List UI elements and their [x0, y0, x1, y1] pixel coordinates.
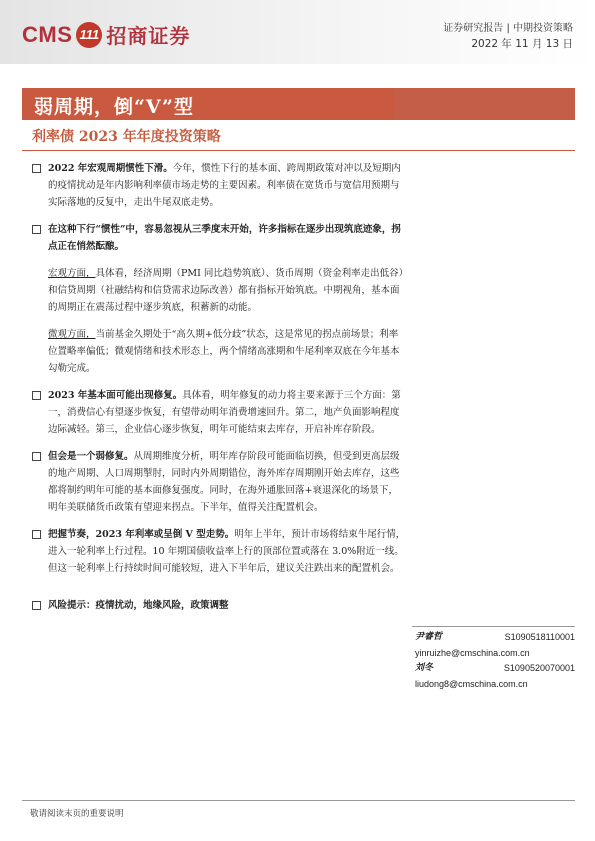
footer-divider	[22, 800, 575, 801]
checkbox-bullet-icon	[32, 530, 41, 539]
main-content	[32, 160, 407, 614]
section-body: 今年，惯性下行的基本面、跨周期政策对冲以及短期内的疫情扰动是年内影响利率债市场走势的主要因素。利率债在宽货币与宽信用预期与实际落地的反复中，走出牛尾双底走势。	[48, 163, 401, 208]
report-type: 证券研究报告 | 中期投资策略	[443, 23, 573, 34]
section-body: 具体看，明年修复的动力将主要来源于三个方面：第一，消费信心有望逐步恢复，有望带动明年消费增速回升。第二，地产负面影响程度边际减轻。第三，企业信心逐步恢复，明年可能结束去库存，开启补库存阶段。	[48, 390, 401, 435]
analyst-email[interactable]: liudong8@cmschina.com.cn	[415, 678, 528, 689]
report-date: 2022 年 11 月 13 日	[471, 38, 573, 50]
section-heading: 把握节奏，2023 年利率或呈倒 V 型走势。	[48, 529, 235, 540]
section-body: 从周期维度分析，明年库存阶段可能面临切换，但受到更高层级的地产周期、人口周期掣肘，同时内外周期错位，海外库存周期刚开始去库存，这些都将制约明年可能的基本面修复强度。同时，在海外通胀回落+衰退深化的场景下，明年美联储货币政策有望迎来拐点。下半年，值得关注配置机会。	[48, 451, 400, 513]
section-body: 明年上半年，预计市场将结束牛尾行情，进入一轮利率上行过程。10 年期国债收益率上行的顶部位置或落在 3.0%附近一线。但这一轮利率上行持续时间可能较短，进入下半年后，建议关注跌出来的配置机会。	[48, 529, 406, 574]
section-bullet	[32, 387, 407, 438]
analyst-divider	[412, 626, 575, 627]
page-title: 弱周期，倒“V”型	[34, 96, 194, 118]
paragraph-body: 具体看，经济周期（PMI 同比趋势筑底）、货币周期（资金利率走出低谷）和信贷周期（社融结构和信贷需求边际改善）都有指标开始筑底。中期视角，基本面的周期正在震荡过程中逐步筑底，积蓄新的动能。	[48, 268, 404, 313]
section-bullet	[32, 221, 407, 255]
title-bar-accent	[395, 88, 575, 120]
title-bar	[22, 88, 575, 120]
analyst-email[interactable]: yinruizhe@cmschina.com.cn	[415, 647, 530, 658]
checkbox-bullet-icon	[32, 391, 41, 400]
section-heading: 2023 年基本面可能出现修复。	[48, 390, 183, 401]
section-paragraph	[32, 265, 407, 316]
checkbox-bullet-icon	[32, 164, 41, 173]
section-heading: 但会是一个弱修复。	[48, 451, 134, 462]
analyst-name: 尹睿哲	[415, 632, 443, 642]
paragraph-body: 当前基金久期处于“高久期+低分歧”状态，这是常见的拐点前场景；利率位置略率偏低；微观情绪和技术形态上，两个情绪高涨期和牛尾利率双底在今年基本勾勒完成。	[48, 329, 400, 374]
checkbox-bullet-icon	[32, 452, 41, 461]
logo-cms-text: CMS	[22, 21, 73, 47]
section-paragraph	[32, 326, 407, 377]
checkbox-bullet-icon	[32, 601, 41, 610]
analyst-id: S1090518110001	[504, 632, 575, 642]
page-subtitle: 利率债 2023 年年度投资策略	[32, 129, 221, 145]
section-heading: 2022 年宏观周期惯性下滑。	[48, 163, 173, 174]
analyst-id: S1090520070001	[503, 663, 575, 673]
subtitle-divider	[22, 150, 575, 151]
analyst-name: 刘冬	[415, 663, 434, 673]
section-bullet	[32, 526, 407, 577]
footer-note: 敬请阅读末页的重要说明	[30, 809, 124, 819]
paragraph-lead: 宏观方面，	[48, 268, 96, 279]
section-bullet	[32, 448, 407, 516]
company-logo	[22, 20, 190, 49]
logo-chinese-text: 招商证券	[106, 24, 191, 48]
checkbox-bullet-icon	[32, 225, 41, 234]
analyst-panel	[415, 630, 575, 692]
logo-mark-icon: 111	[76, 22, 102, 48]
section-heading: 在这种下行“惯性”中，容易忽视从三季度末开始，许多指标在逐步出现筑底迹象，拐点正在悄然酝酿。	[48, 224, 401, 252]
risk-text: 风险提示：疫情扰动，地缘风险，政策调整	[48, 600, 229, 611]
analyst-row	[415, 630, 575, 646]
section-bullet	[32, 160, 407, 211]
paragraph-lead: 微观方面，	[48, 329, 96, 340]
analyst-row	[415, 661, 575, 677]
risk-warning	[32, 597, 407, 614]
